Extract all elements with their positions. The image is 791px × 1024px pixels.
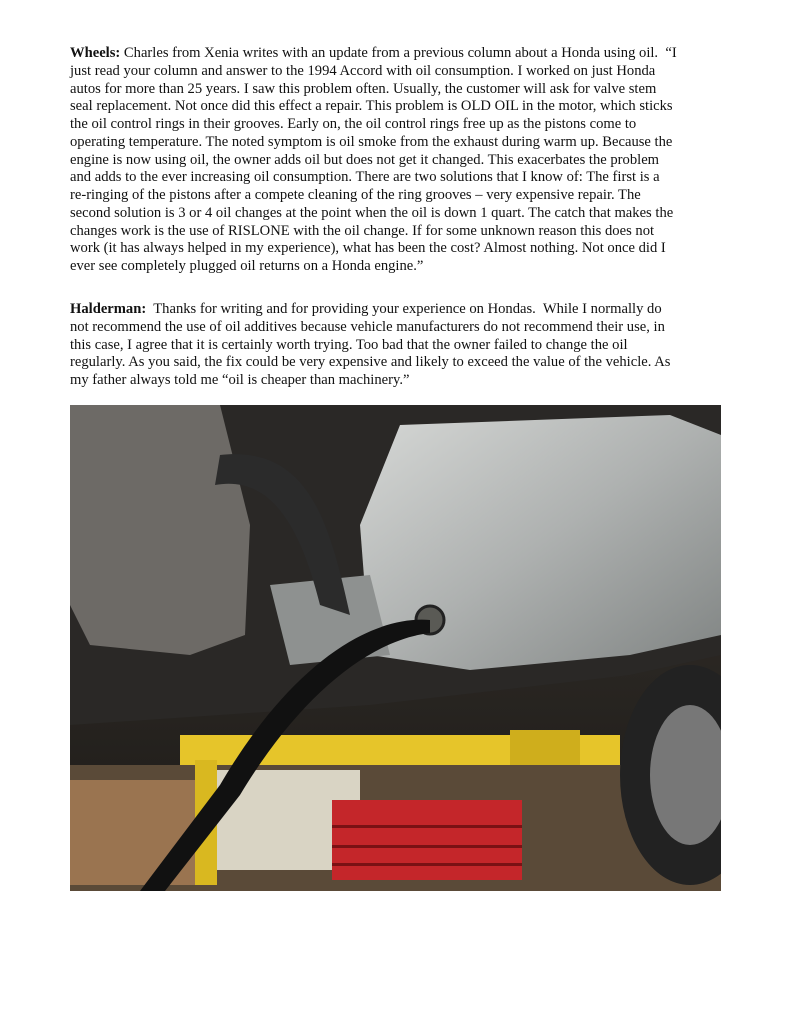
text-line: operating temperature. The noted symptom is oil smoke from the exhaust during warm up. Because the	[70, 133, 673, 150]
text-line	[70, 45, 730, 63]
halderman-paragraph	[70, 301, 730, 390]
speaker-label: Halderman:	[70, 301, 147, 317]
text-line: just read your column and answer to the 1994 Accord with oil consumption. I worked on just Honda	[70, 62, 656, 79]
toolbox	[332, 800, 522, 880]
text-line: regularly. As you said, the fix could be very expensive and likely to exceed the value of the vehicle. As	[70, 354, 671, 371]
text-line	[70, 301, 730, 319]
text-line: seal replacement. Not once did this effect a repair. This problem is OLD OIL in the motor, which sticks	[70, 98, 673, 115]
text-line: second solution is 3 or 4 oil changes at the point when the oil is down 1 quart. The catch that makes the	[70, 204, 674, 221]
text-line: this case, I agree that it is certainly worth trying. Too bad that the owner failed to change the oil	[70, 336, 628, 353]
text-line: my father always told me “oil is cheaper than machinery.”	[70, 372, 410, 388]
text-line: re-ringing of the pistons after a compete cleaning of the ring grooves – very expensive repair. The	[70, 187, 641, 203]
text-line: ever see completely plugged oil returns on a Honda engine.”	[70, 258, 424, 274]
speaker-label: Wheels:	[70, 45, 121, 61]
line-text: Thanks for writing and for providing your experience on Hondas. While I normally do	[146, 301, 662, 317]
wheels-paragraph	[70, 45, 730, 276]
text-line: and adds to the ever increasing oil consumption. There are two solutions that I know of: The first is a	[70, 169, 660, 186]
text-line: work (it has always helped in my experience), what has been the cost? Almost nothing. Not once did I	[70, 240, 666, 257]
text-line: engine is now using oil, the owner adds oil but does not get it changed. This exacerbates the problem	[70, 151, 660, 168]
text-line: the oil control rings in their grooves. Early on, the oil control rings free up as the pistons come to	[70, 116, 637, 132]
text-line: not recommend the use of oil additives because vehicle manufacturers do not recommend their use, in	[70, 318, 665, 335]
text-line: changes work is the use of RISLONE with the oil change. If for some unknown reason this does not	[70, 222, 655, 239]
line-text: Charles from Xenia writes with an update from a previous column about a Honda using oil. “I	[120, 45, 677, 61]
oil-pan-photo	[70, 405, 721, 891]
text-line: autos for more than 25 years. I saw this problem often. Usually, the customer will ask for valve stem	[70, 80, 657, 97]
